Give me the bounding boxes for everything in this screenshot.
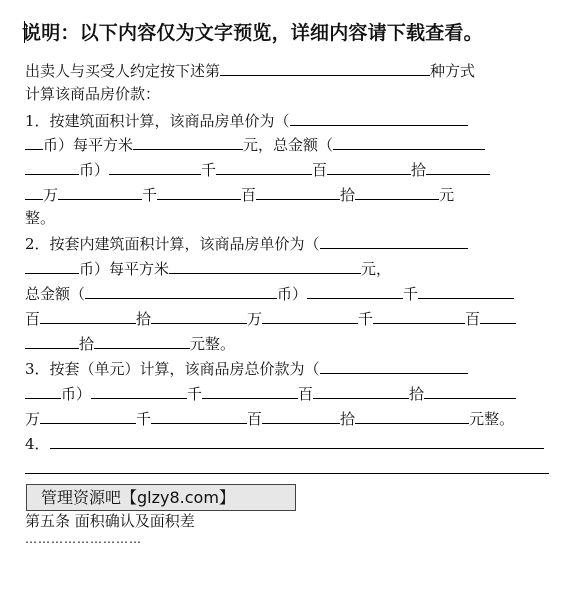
blank (290, 108, 468, 126)
blank (480, 306, 516, 324)
blank (58, 182, 142, 200)
blank (25, 456, 549, 474)
blank (25, 157, 79, 175)
method-2-line-2: 币）每平方米 元， (25, 256, 391, 280)
method-3-line-2: 币） 千 百 拾 (25, 381, 516, 405)
method-2-line-4: 百 拾 万 千 百 (25, 306, 516, 330)
blank (327, 157, 411, 175)
blank (373, 306, 465, 324)
preview-notice: 说明：以下内容仅为文字预览，详细内容请下载查看。 (22, 22, 483, 44)
ellipsis-dots: ……………………… (25, 532, 142, 546)
article-5-heading: 第五条 面积确认及面积差 (25, 512, 195, 530)
blank (220, 58, 430, 76)
blank (50, 431, 544, 449)
site-watermark-badge: 管理资源吧【glzy8.com】 (26, 484, 296, 511)
blank (133, 132, 243, 150)
blank (216, 157, 312, 175)
method-4-line-1: 4． (25, 431, 544, 455)
blank (333, 132, 485, 150)
method-2-line-3: 总金额（ 币） 千 (25, 281, 514, 305)
method-1-line-5: 整。 (25, 209, 56, 227)
blank (418, 281, 514, 299)
blank (94, 331, 190, 349)
intro-line-1: 出卖人与买受人约定按下述第 种方式 (25, 58, 475, 82)
blank (355, 182, 439, 200)
blank (25, 132, 43, 150)
blank (157, 182, 241, 200)
blank (256, 182, 340, 200)
blank (25, 182, 43, 200)
blank (25, 256, 79, 274)
blank (262, 406, 340, 424)
blank (320, 231, 468, 249)
method-4-line-2 (25, 456, 549, 480)
method-3-line-1: 3．按套（单元）计算，该商品房总价款为（ (25, 356, 468, 380)
blank (355, 406, 469, 424)
blank (25, 381, 61, 399)
blank (307, 281, 403, 299)
method-2-line-1: 2．按套内建筑面积计算，该商品房单价为（ (25, 231, 468, 255)
blank (151, 406, 247, 424)
blank (151, 306, 247, 324)
method-3-line-3: 万 千 百 拾 元整。 (25, 406, 514, 430)
blank (40, 306, 136, 324)
method-1-line-3: 币） 千 百 拾 (25, 157, 490, 181)
blank (424, 381, 516, 399)
blank (262, 306, 358, 324)
method-1-line-1: 1．按建筑面积计算，该商品房单价为（ (25, 108, 468, 132)
intro-line-2: 计算该商品房价款： (25, 85, 161, 103)
blank (25, 331, 79, 349)
blank (109, 157, 201, 175)
method-2-line-5: 拾 元整。 (25, 331, 235, 355)
method-1-line-2: 币）每平方米 元，总金额（ (25, 132, 485, 156)
blank (320, 356, 468, 374)
blank (85, 281, 277, 299)
blank (313, 381, 409, 399)
blank (426, 157, 490, 175)
blank (202, 381, 298, 399)
blank (91, 381, 187, 399)
blank (40, 406, 136, 424)
method-1-line-4: 万 千 百 拾 元 (25, 182, 454, 206)
blank (169, 256, 361, 274)
